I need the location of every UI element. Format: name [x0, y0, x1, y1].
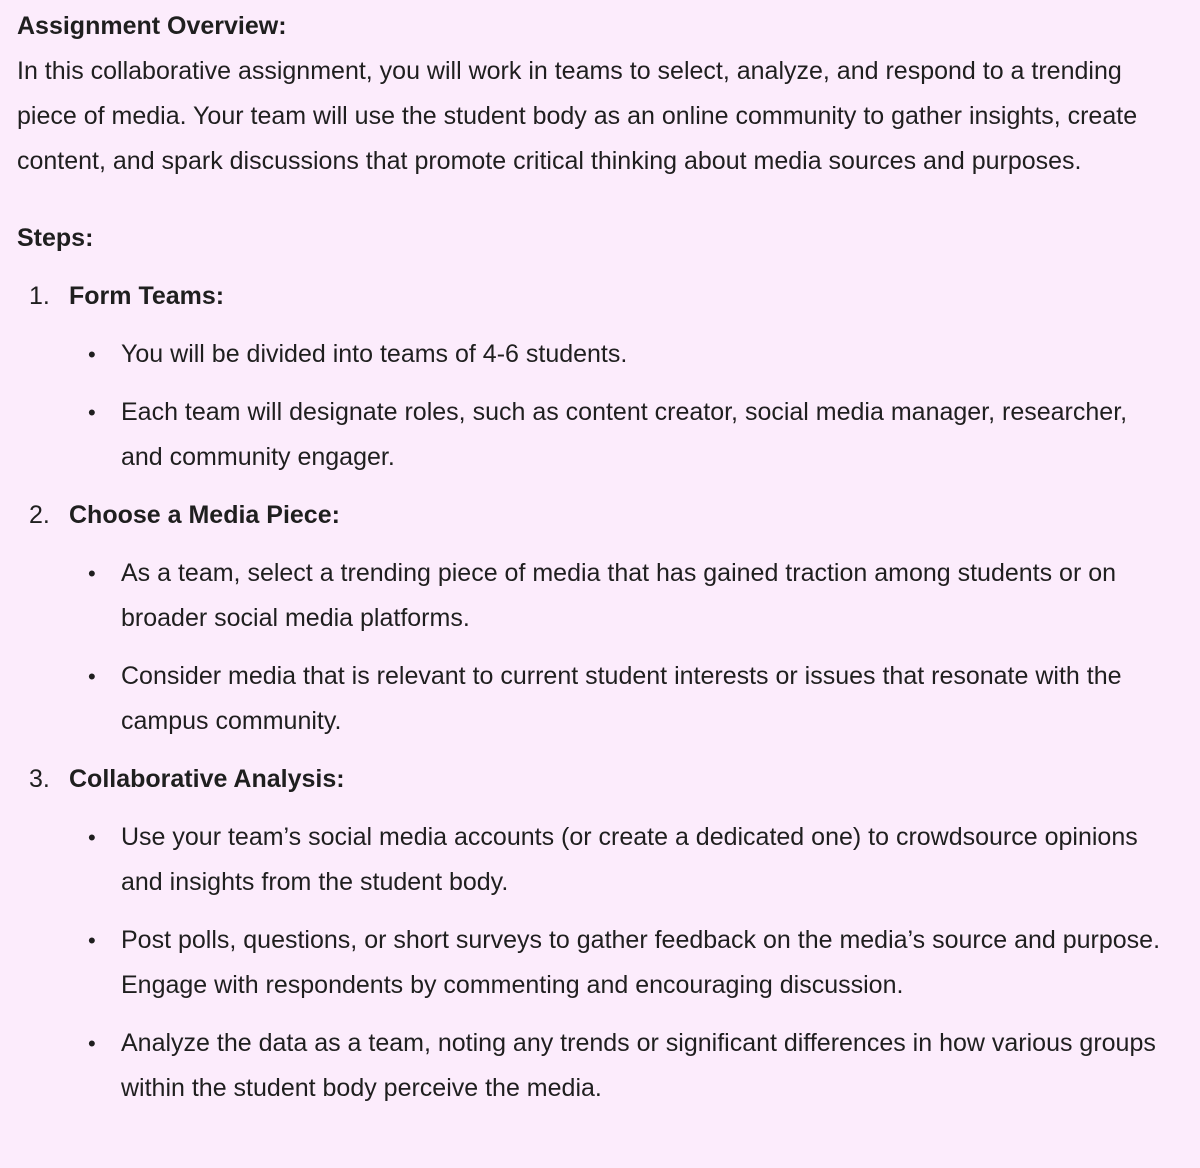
bullet-text: You will be divided into teams of 4-6 students.	[121, 340, 628, 368]
bullet-item	[69, 654, 1161, 744]
bullet-icon: •	[88, 400, 96, 425]
steps-list	[17, 274, 1187, 1111]
bullet-text: Each team will designate roles, such as content creator, social media manager, researcher, and community engager.	[121, 398, 1128, 471]
step-item	[17, 274, 1187, 480]
step-title: Form Teams:	[69, 282, 225, 310]
bullet-item	[69, 815, 1161, 905]
step-number: 2.	[29, 501, 50, 529]
step-title: Collaborative Analysis:	[69, 765, 345, 793]
bullet-icon: •	[88, 342, 96, 367]
step-bullets	[69, 551, 1187, 744]
step-item	[17, 757, 1187, 1111]
bullet-item	[69, 1021, 1161, 1111]
bullet-item	[69, 390, 1161, 480]
bullet-icon: •	[88, 561, 96, 586]
step-number: 1.	[29, 282, 50, 310]
bullet-item	[69, 332, 1161, 377]
bullet-icon: •	[88, 825, 96, 850]
bullet-icon: •	[88, 928, 96, 953]
step-bullets	[69, 815, 1187, 1111]
overview-heading: Assignment Overview:	[17, 12, 287, 40]
bullet-text: Analyze the data as a team, noting any trends or significant differences in how various groups within the student body perceive the media.	[121, 1029, 1156, 1102]
overview-paragraph: In this collaborative assignment, you will work in teams to select, analyze, and respond to a trending piece of media. Your team will use the student body as an online community to gather insights, create content, and spark discussions that promote critical thinking about media sources and purposes.	[17, 57, 1138, 175]
bullet-item	[69, 551, 1161, 641]
step-title: Choose a Media Piece:	[69, 501, 340, 529]
steps-heading: Steps:	[17, 224, 94, 252]
step-bullets	[69, 332, 1187, 480]
step-number: 3.	[29, 765, 50, 793]
bullet-text: Post polls, questions, or short surveys to gather feedback on the media’s source and purpose. Engage with respondents by commenting and encouraging discussion.	[121, 926, 1161, 999]
bullet-text: Consider media that is relevant to current student interests or issues that resonate with the campus community.	[121, 662, 1122, 735]
bullet-icon: •	[88, 664, 96, 689]
bullet-item	[69, 918, 1161, 1008]
step-item	[17, 493, 1187, 744]
bullet-icon: •	[88, 1031, 96, 1056]
bullet-text: Use your team’s social media accounts (or create a dedicated one) to crowdsource opinions and insights from the student body.	[121, 823, 1138, 896]
bullet-text: As a team, select a trending piece of media that has gained traction among students or on broader social media platforms.	[121, 559, 1117, 632]
